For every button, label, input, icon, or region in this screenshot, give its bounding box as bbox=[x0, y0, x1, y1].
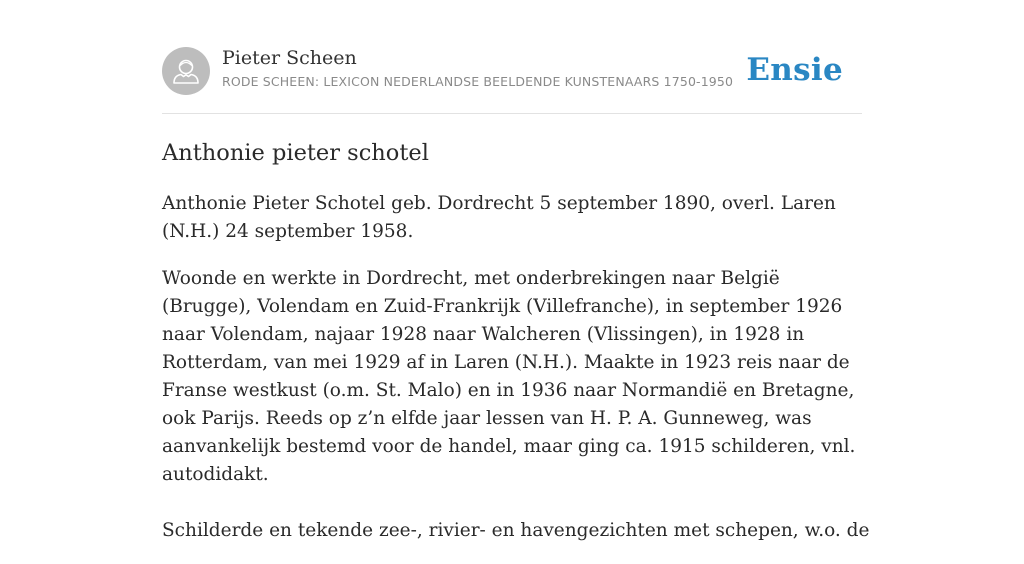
article-title: Anthonie pieter schotel bbox=[162, 140, 429, 166]
paragraph-subjects: Schilderde en tekende zee-, rivier- en havengezichten met schepen, w.o. de bbox=[162, 520, 870, 541]
author-avatar[interactable] bbox=[162, 47, 210, 95]
source-title[interactable]: RODE SCHEEN: LEXICON NEDERLANDSE BEELDENDE KUNSTENAARS 1750-1950 bbox=[222, 74, 734, 89]
paragraph-birth-death: Anthonie Pieter Schotel geb. Dordrecht 5 september 1890, overl. Laren (N.H.) 24 september 1958. bbox=[162, 193, 836, 242]
paragraph-biography: Woonde en werkte in Dordrecht, met onderbrekingen naar België (Brugge), Volendam en Zuid-Frankrijk (Villefranche), in september 1926 naar Volendam, najaar 1928 naar Walcheren (Vlissingen), in 1928 in Rotterdam, van mei 1929 af in Laren (N.H.). Maakte in 1923 reis naar de Franse westkust (o.m. St. Malo) en in 1936 naar Normandië en Bretagne, ook Parijs. Reeds op z’n elfde jaar lessen van H. P. A. Gunneweg, was aanvankelijk bestemd voor de handel, maar ging ca. 1915 schilderen, vnl. autodidakt. bbox=[162, 268, 856, 485]
ensie-logo[interactable]: Ensie bbox=[746, 52, 843, 88]
author-name[interactable]: Pieter Scheen bbox=[222, 47, 357, 69]
user-silhouette-icon bbox=[162, 47, 210, 95]
header-divider bbox=[162, 113, 862, 114]
article-body bbox=[162, 190, 874, 564]
article-header bbox=[162, 46, 862, 96]
